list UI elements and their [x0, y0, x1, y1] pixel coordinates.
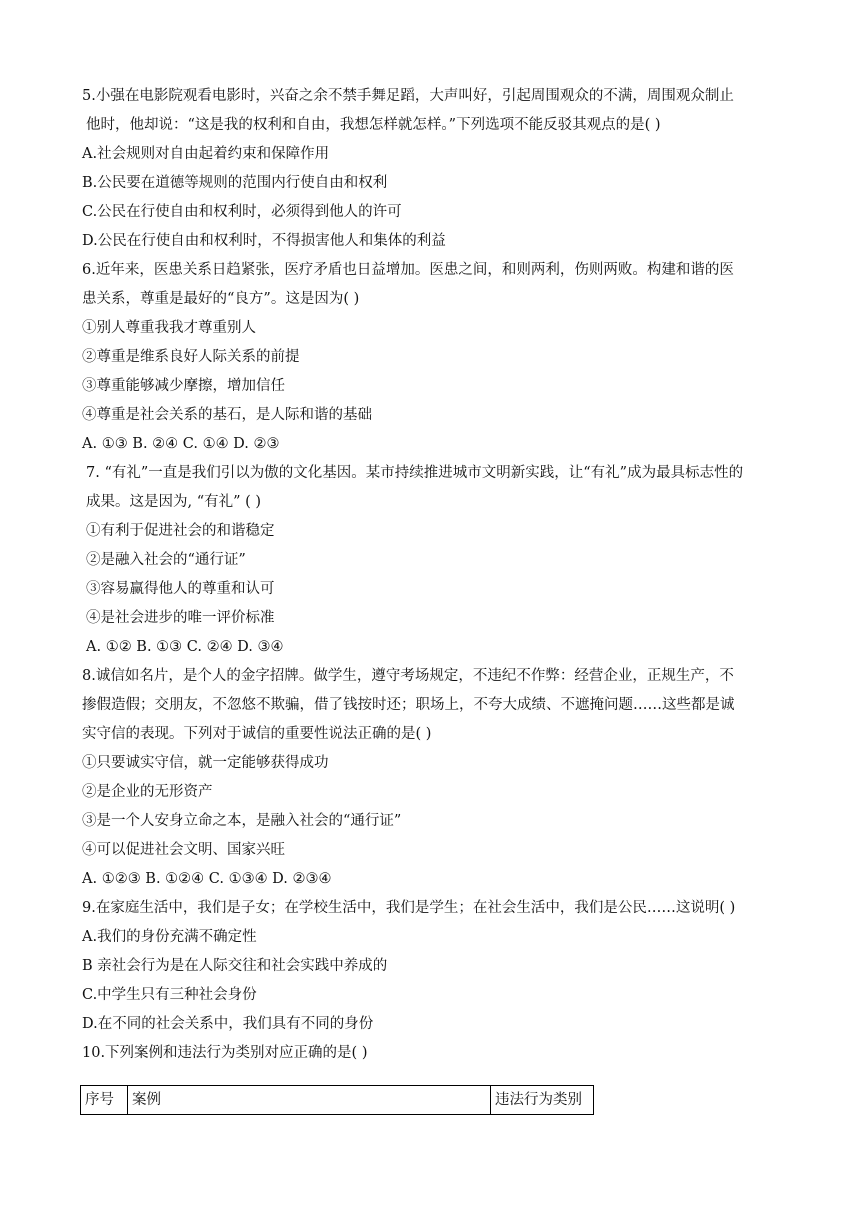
text-line: 10.下列案例和违法行为类别对应正确的是( ): [82, 1045, 368, 1061]
text-line: ①有利于促进社会的和谐稳定: [86, 523, 275, 539]
text-line: A. ①② B. ①③ C. ②④ D. ③④: [86, 639, 284, 655]
text-line: 7. “有礼”一直是我们引以为傲的文化基因。某市持续推进城市文明新实践，让“有礼”成为最具标志性的: [86, 465, 744, 481]
text-line: A. ①③ B. ②④ C. ①④ D. ②③: [82, 436, 280, 452]
text-line: ①只要诚实守信，就一定能够获得成功: [82, 755, 329, 771]
text-line: 成果。这是因为, “有礼” ( ): [86, 494, 262, 510]
text-line: C.中学生只有三种社会身份: [82, 987, 257, 1003]
text-line: A.我们的身份充满不确定性: [82, 929, 257, 945]
text-line: ②尊重是维系良好人际关系的前提: [82, 349, 300, 365]
text-line: D.公民在行使自由和权利时，不得损害他人和集体的利益: [82, 233, 446, 249]
text-line: ③尊重能够减少摩擦，增加信任: [82, 378, 285, 394]
text-line: 8.诚信如名片，是个人的金字招牌。做学生，遵守考场规定，不违纪不作弊：经营企业，正规生产，不: [82, 668, 734, 684]
text-line: A. ①②③ B. ①②④ C. ①③④ D. ②③④: [82, 871, 332, 887]
text-line: D.在不同的社会关系中，我们具有不同的身份: [82, 1016, 374, 1032]
text-line: ②是融入社会的“通行证”: [86, 552, 246, 568]
text-line: ④尊重是社会关系的基石，是人际和谐的基础: [82, 407, 372, 423]
text-line: 9.在家庭生活中，我们是子女；在学校生活中，我们是学生；在社会生活中，我们是公民……这说明( ): [82, 900, 736, 916]
text-line: B.公民要在道德等规则的范围内行使自由和权利: [82, 175, 388, 191]
text-line: A.社会规则对自由起着约束和保障作用: [82, 146, 330, 162]
text-line: 他时，他却说：“这是我的权利和自由，我想怎样就怎样。”下列选项不能反驳其观点的是( ): [86, 117, 661, 133]
text-line: ④是社会进步的唯一评价标准: [86, 610, 275, 626]
text-line: 患关系，尊重是最好的“良方”。这是因为( ): [82, 291, 360, 307]
text-line: ③是一个人安身立命之本，是融入社会的“通行证”: [82, 813, 402, 829]
text-line: ③容易赢得他人的尊重和认可: [86, 581, 275, 597]
text-line: 实守信的表现。下列对于诚信的重要性说法正确的是( ): [82, 726, 432, 742]
header-case: 案例: [128, 1086, 491, 1115]
text-line: 5.小强在电影院观看电影时，兴奋之余不禁手舞足蹈，大声叫好，引起周围观众的不满，周围观众制止: [82, 88, 734, 104]
text-line: ②是企业的无形资产: [82, 784, 213, 800]
header-category: 违法行为类别: [491, 1086, 594, 1115]
text-line: ④可以促进社会文明、国家兴旺: [82, 842, 285, 858]
text-line: 掺假造假；交朋友，不忽悠不欺骗，借了钱按时还；职场上，不夸大成绩、不遮掩问题……这些都是诚: [82, 697, 735, 713]
text-line: B 亲社会行为是在人际交往和社会实践中养成的: [82, 958, 388, 974]
case-table: [80, 1085, 594, 1115]
text-line: C.公民在行使自由和权利时，必须得到他人的许可: [82, 204, 402, 220]
header-serial: 序号: [81, 1086, 128, 1115]
text-line: 6.近年来，医患关系日趋紧张，医疗矛盾也日益增加。医患之间，和则两利，伤则两败。构建和谐的医: [82, 262, 734, 278]
text-line: ①别人尊重我我才尊重别人: [82, 320, 256, 336]
table-header-row: [81, 1086, 594, 1115]
